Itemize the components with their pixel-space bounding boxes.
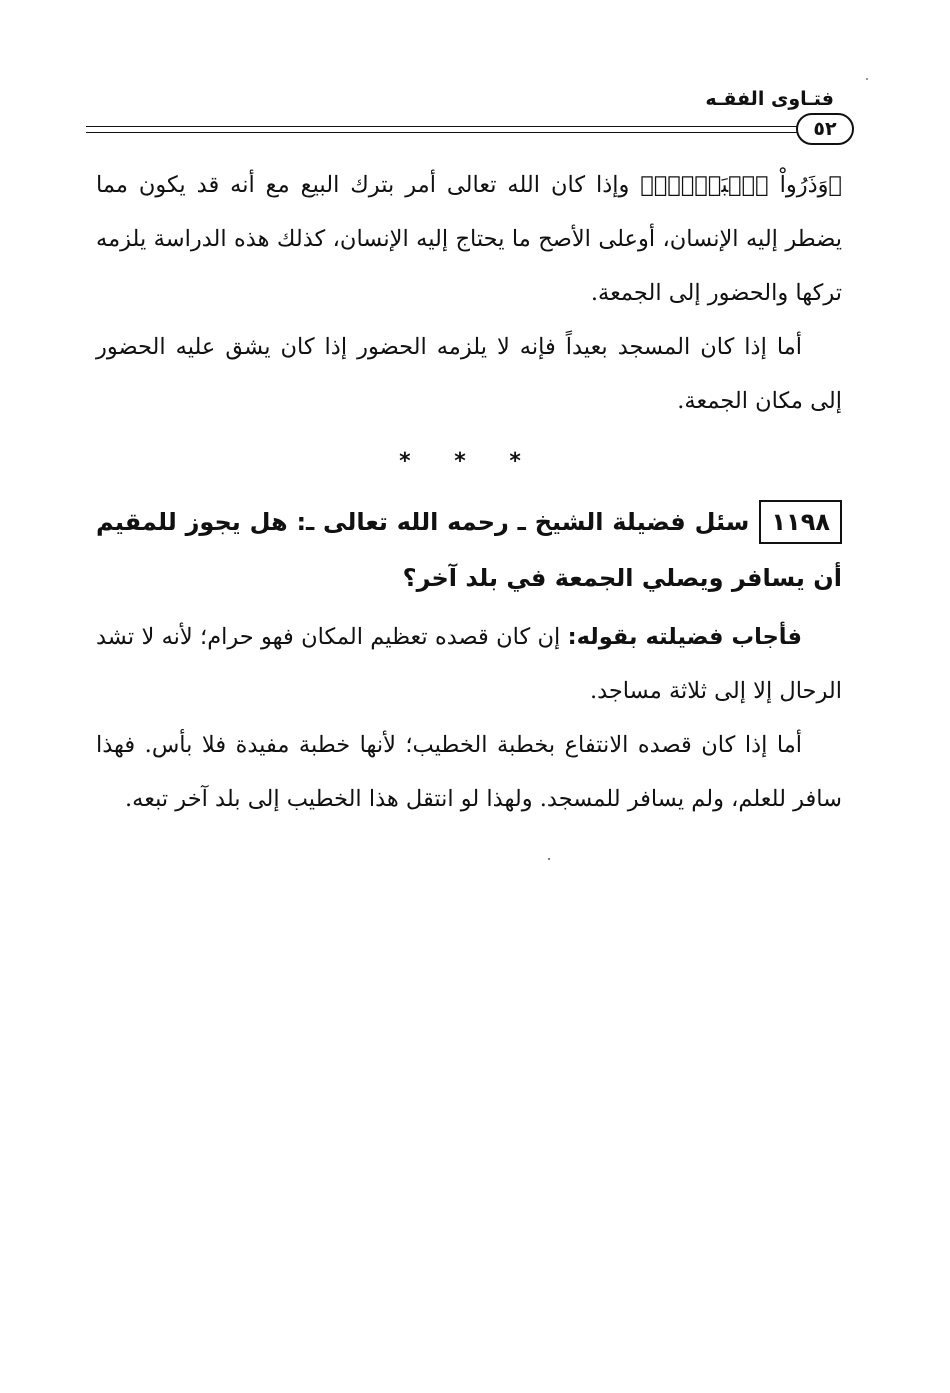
page-body bbox=[96, 158, 842, 826]
fatwa-number-box: ١١٩٨ bbox=[759, 500, 842, 544]
answer-paragraph-1 bbox=[96, 610, 842, 718]
paragraph-distant-mosque: أما إذا كان المسجد بعيداً فإنه لا يلزمه الحضور إذا كان يشق عليه الحضور إلى مكان الجمعة. bbox=[96, 334, 842, 414]
scan-speck bbox=[548, 858, 550, 860]
paragraph-continuation: ﴿وَذَرُواْ ٱلۡبَيۡعَۚ﴾ وإذا كان الله تعالى أمر بترك البيع مع أنه قد يكون مما يضطر إليه الإنسان، أوعلى الأصح ما يحتاج إليه الإنسان، كذلك هذه الدراسة يلزمه تركها والحضور إلى الجمعة. bbox=[96, 172, 842, 306]
page-number: ٥٢ bbox=[796, 113, 854, 145]
fatwa-question bbox=[96, 494, 842, 606]
scan-speck bbox=[866, 78, 868, 80]
section-separator: * * * bbox=[399, 449, 539, 474]
fatwa-question-text: سئل فضيلة الشيخ ـ رحمه الله تعالى ـ: هل يجوز للمقيم أن يسافر ويصلي الجمعة في بلد آخر؟ bbox=[96, 508, 842, 592]
answer-lead: فأجاب فضيلته بقوله: bbox=[567, 624, 802, 650]
header-rule-bottom bbox=[86, 132, 798, 133]
answer-paragraph-2: أما إذا كان قصده الانتفاع بخطبة الخطيب؛ لأنها خطبة مفيدة فلا بأس. فهذا سافر للعلم، ولم يسافر للمسجد. ولهذا لو انتقل هذا الخطيب إلى بلد آخر تبعه. bbox=[96, 732, 842, 812]
running-header-title: فتـاوى الفقـه bbox=[705, 88, 834, 110]
header-rule-top bbox=[86, 126, 798, 127]
answer-text-1: إن كان قصده تعظيم المكان فهو حرام؛ لأنه لا تشد الرحال إلا إلى ثلاثة مساجد. bbox=[96, 624, 842, 704]
